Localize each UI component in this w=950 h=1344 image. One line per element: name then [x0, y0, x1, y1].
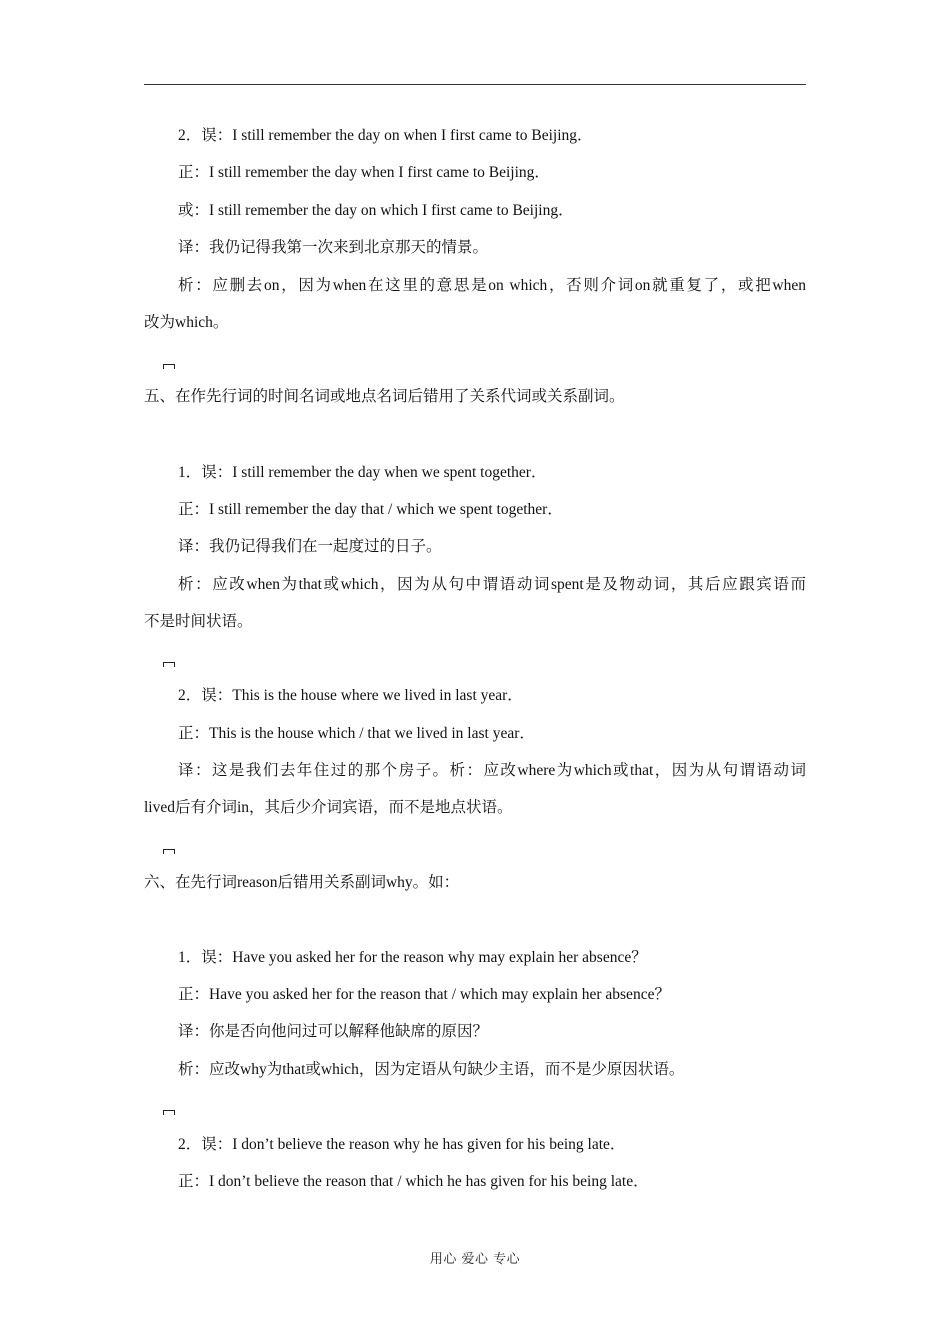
- s5-item1-analysis-line2: 不是时间状语。: [144, 613, 253, 630]
- s6-item1-translation: 译：你是否向他问过可以解释他缺席的原因？: [178, 1023, 489, 1040]
- s4-item2-correct: 正：I still remember the day when I first came to Beijing．: [178, 164, 550, 181]
- s4-item2-translation: 译：我仍记得我第一次来到北京那天的情景。: [178, 239, 489, 256]
- page-footer: 用心 爱心 专心: [429, 1252, 521, 1267]
- s5-item2-analysis-line2: lived后有介词in，其后少介词宾语，而不是地点状语。: [144, 799, 513, 816]
- s6-heading: 六、在先行词reason后错用关系副词why。如：: [144, 874, 460, 891]
- s5-item2-correct: 正：This is the house which / that we lived in last year．: [178, 725, 535, 742]
- separator-mark: [163, 364, 175, 369]
- s5-item1-analysis-line1: 析：应改when为that或which，因为从句中谓语动词spent是及物动词，其后应跟宾语而: [178, 576, 806, 593]
- s5-item2-wrong: 2．误：This is the house where we lived in last year．: [178, 687, 523, 704]
- s5-item1-wrong: 1．误：I still remember the day when we spent together．: [178, 464, 547, 481]
- s5-item1-translation: 译：我仍记得我们在一起度过的日子。: [178, 538, 442, 555]
- s5-item1-correct: 正：I still remember the day that / which we spent together．: [178, 501, 563, 518]
- s6-item1-wrong: 1．误：Have you asked her for the reason why may explain her absence？: [178, 949, 647, 966]
- s4-item2-wrong: 2．误：I still remember the day on when I first came to Beijing．: [178, 127, 593, 144]
- separator-mark: [163, 1110, 175, 1115]
- s4-item2-alt: 或：I still remember the day on which I first came to Beijing．: [178, 202, 574, 219]
- separator-mark: [163, 662, 175, 667]
- s5-item2-analysis-line1: 译：这是我们去年住过的那个房子。析：应改where为which或that，因为从句谓语动词: [178, 762, 806, 779]
- s6-item2-correct: 正：I don’t believe the reason that / which he has given for his being late．: [178, 1173, 649, 1190]
- s5-heading: 五、在作先行词的时间名词或地点名词后错用了关系代词或关系副词。: [144, 388, 625, 405]
- s4-item2-analysis-line2: 改为which。: [144, 314, 229, 331]
- separator-mark: [163, 849, 175, 854]
- s6-item1-correct: 正：Have you asked her for the reason that / which may explain her absence？: [178, 986, 670, 1003]
- header-rule: [144, 84, 806, 85]
- s6-item2-wrong: 2．误：I don’t believe the reason why he has given for his being late．: [178, 1136, 626, 1153]
- s4-item2-analysis-line1: 析：应删去on，因为when在这里的意思是on which，否则介词on就重复了，或把when: [178, 277, 806, 294]
- s6-item1-analysis: 析：应改why为that或which，因为定语从句缺少主语，而不是少原因状语。: [178, 1061, 685, 1078]
